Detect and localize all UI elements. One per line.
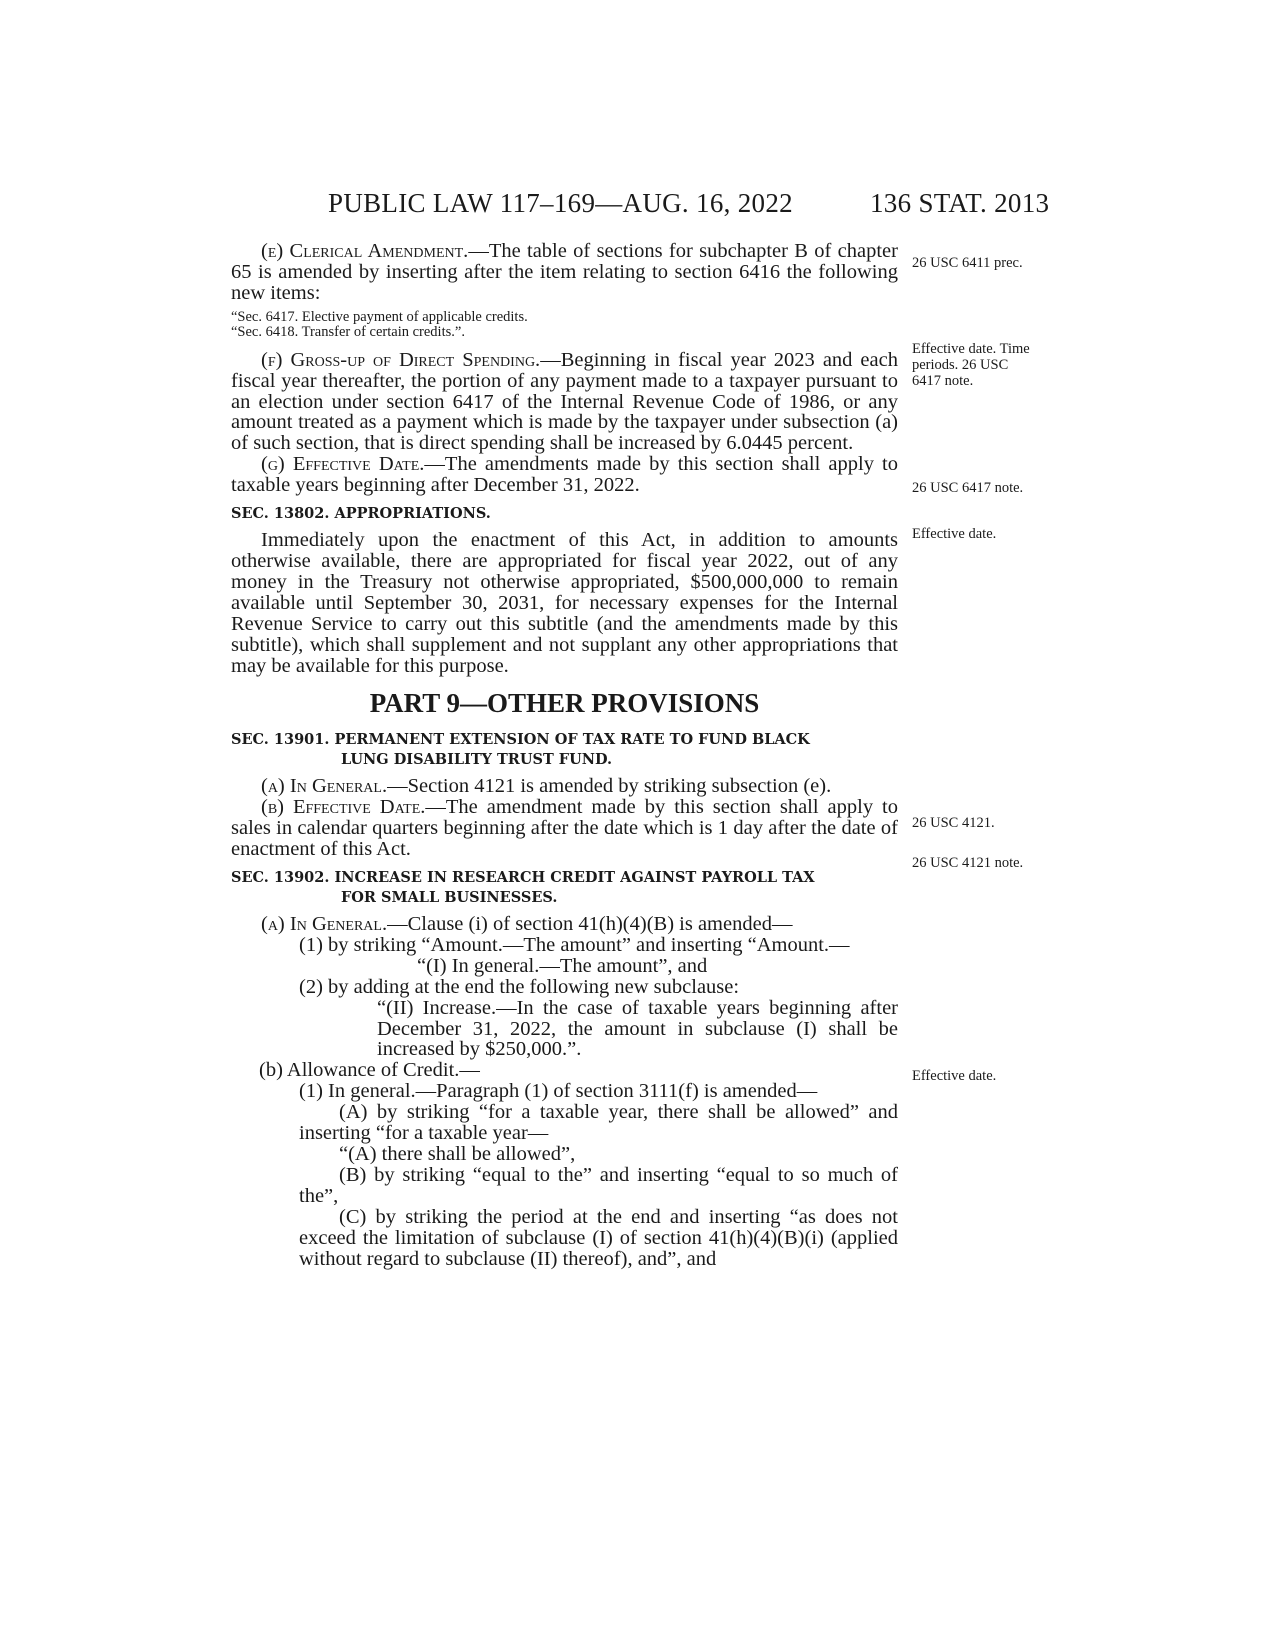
- margin-note: 26 USC 4121.: [912, 815, 995, 831]
- clause-a2-1: [231, 935, 898, 956]
- section-heading-13802: SEC. 13802. APPROPRIATIONS.: [231, 505, 491, 523]
- section-heading-line: LUNG DISABILITY TRUST FUND.: [341, 751, 613, 769]
- e-heading: (e) Clerical Amendment.: [261, 240, 469, 262]
- g-text: —The amendments made by this section shall apply to taxable years beginning after December 31, 2022.: [231, 453, 898, 497]
- paragraph-a2: [231, 914, 898, 935]
- f-text: —Beginning in fiscal year 2023 and each fiscal year thereafter, the portion of any payment made to a taxpayer pursuant to an election under section 6417 of the Internal Revenue Code of 1986, or any amount treated as a payment which is made by the taxpayer under subsection (a) of such section, that is direct spending shall be increased by 6.0445 percent.: [231, 348, 898, 455]
- paragraph-e: [231, 241, 898, 304]
- margin-note: Effective date. Time periods. 26 USC 6417 note.: [912, 341, 1030, 389]
- header-title: PUBLIC LAW 117–169—AUG. 16, 2022: [328, 188, 793, 218]
- a1-heading: (a) In General.: [261, 775, 388, 798]
- f-heading: (f) Gross-up of Direct Spending.: [261, 348, 541, 371]
- b1-heading: (b) Effective Date.: [261, 796, 426, 819]
- toc-item: “Sec. 6417. Elective payment of applicable credits.: [231, 308, 528, 325]
- clause-b2-B: (B) by striking “equal to the” and inserting “equal to so much of the”,: [299, 1163, 898, 1207]
- section-heading-13902: [231, 868, 898, 908]
- a1-text: —Section 4121 is amended by striking subsection (e).: [387, 775, 832, 798]
- clause-a2-2: (2) by adding at the end the following new subclause:: [299, 975, 740, 998]
- toc-items: [231, 310, 898, 340]
- margin-note: 26 USC 6417 note.: [912, 480, 1024, 496]
- section-heading-line: FOR SMALL BUSINESSES.: [341, 889, 558, 907]
- clause-a2-I: “(I) In general.—The amount”, and: [417, 954, 708, 977]
- clause-b2-A2: “(A) there shall be allowed”,: [339, 1143, 576, 1165]
- margin-note: 26 USC 6411 prec.: [912, 255, 1023, 271]
- paragraph-b2: (b) Allowance of Credit.—: [259, 1059, 480, 1082]
- section-heading-13901: [231, 730, 898, 770]
- e-text: —The table of sections for subchapter B of chapter 65 is amended by inserting after the item relating to section 6416 the following new items:: [231, 240, 898, 304]
- section-heading-line: SEC. 13901. PERMANENT EXTENSION OF TAX RATE TO FUND BLACK: [231, 731, 810, 749]
- b1-text: —The amendment made by this section shall apply to sales in calendar quarters beginning after the date which is 1 day after the date of enactment of this Act.: [231, 796, 898, 861]
- a2-text: —Clause (i) of section 41(h)(4)(B) is amended—: [387, 913, 793, 936]
- a2-heading: (a) In General.: [261, 913, 388, 936]
- clause-b2-1: (1) In general.—Paragraph (1) of section 3111(f) is amended—: [299, 1080, 818, 1103]
- main-text: [231, 241, 898, 1269]
- section-heading-line: SEC. 13902. INCREASE IN RESEARCH CREDIT AGAINST PAYROLL TAX: [231, 869, 815, 887]
- clause-b2-A: (A) by striking “for a taxable year, there shall be allowed” and inserting “for a taxable year—: [299, 1101, 898, 1145]
- paragraph-g: [231, 454, 898, 496]
- paragraph-a1: [231, 776, 898, 797]
- part-heading: PART 9—OTHER PROVISIONS: [369, 688, 760, 719]
- clause-text: (1) by striking “Amount.—The amount” and inserting “Amount.—: [299, 933, 850, 956]
- header-stat: 136 STAT. 2013: [870, 188, 1050, 218]
- toc-item: “Sec. 6418. Transfer of certain credits.”.: [231, 323, 465, 340]
- paragraph-appropriations: Immediately upon the enactment of this Act, in addition to amounts otherwise available, there are appropriated for fiscal year 2022, out of any money in the Treasury not otherwise appropriated, $500,000,000 to remain available until September 30, 2031, for necessary expenses for the Internal Revenue Service to carry out this subtitle (and the amendments made by this subtitle), which shall supplement and not supplant any other appropriations that may be available for this purpose.: [231, 529, 898, 677]
- clause-a2-II: “(II) Increase.—In the case of taxable years beginning after December 31, 2022, the amount in subclause (I) shall be increased by $250,000.”.: [377, 996, 898, 1061]
- margin-note: 26 USC 4121 note.: [912, 855, 1024, 871]
- margin-note: Effective date.: [912, 1068, 997, 1084]
- paragraph-f: [231, 350, 898, 455]
- g-heading: (g) Effective Date.: [261, 453, 425, 476]
- clause-b2-C: (C) by striking the period at the end and inserting “as does not exceed the limitation of subclause (I) of section 41(h)(4)(B)(i) (applied without regard to subclause (II) thereof), and”, and: [299, 1205, 898, 1270]
- margin-note: Effective date.: [912, 526, 997, 542]
- paragraph-b1: [231, 797, 898, 860]
